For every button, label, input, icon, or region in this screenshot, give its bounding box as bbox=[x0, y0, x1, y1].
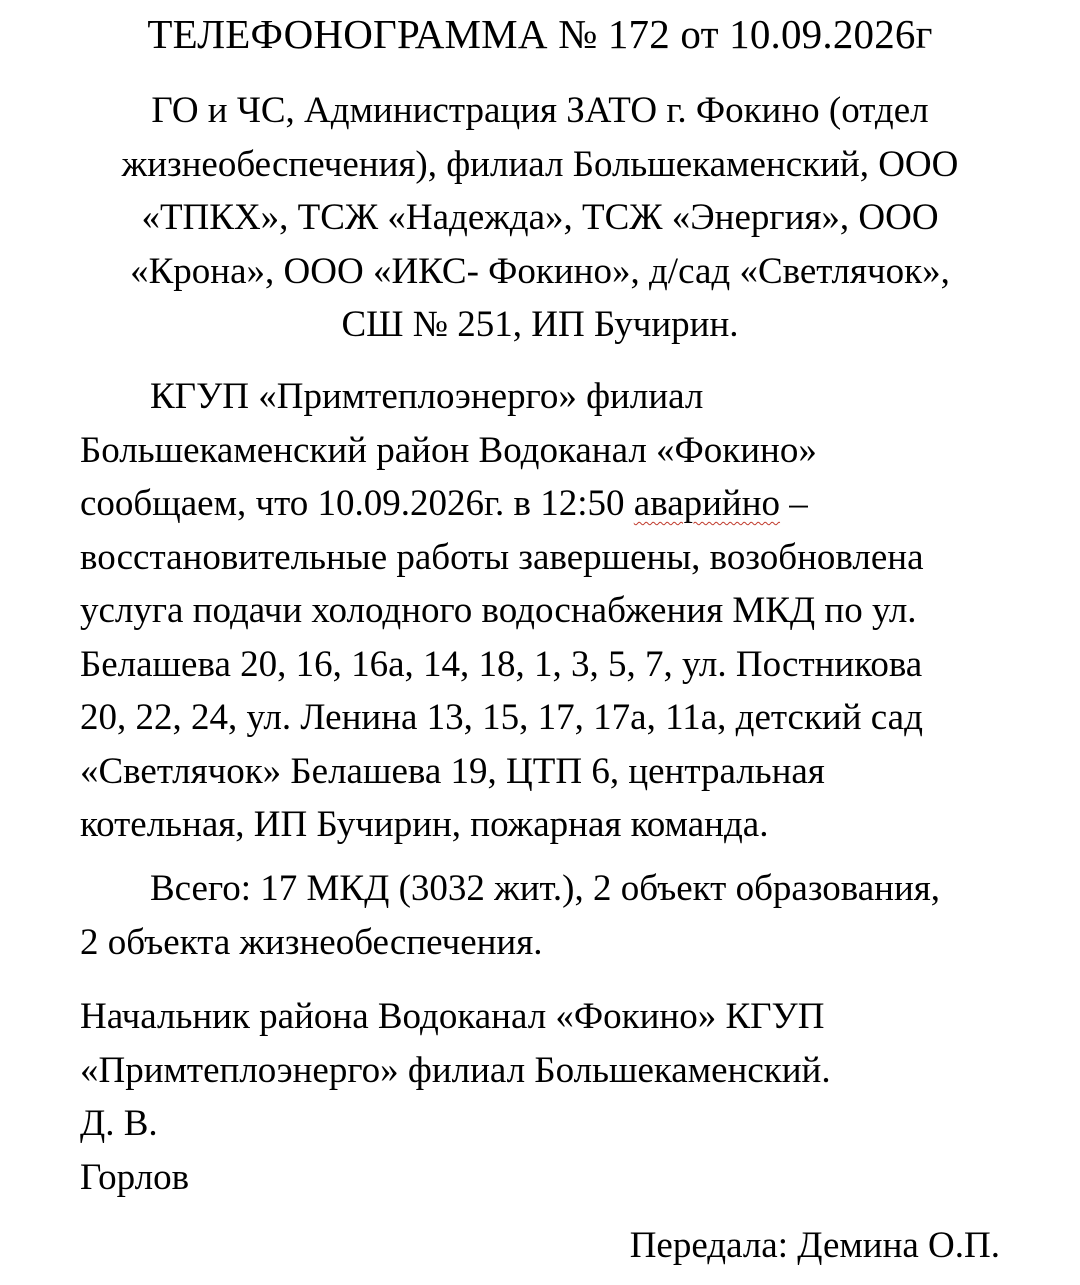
body-line: услуга подачи холодного водоснабжения МКД по ул. bbox=[80, 590, 917, 631]
body-line: КГУП «Примтеплоэнерго» филиал bbox=[150, 376, 704, 417]
body-line: восстановительные работы завершены, возобновлена bbox=[80, 536, 924, 578]
summary-line: Всего: 17 МКД (3032 жит.), 2 объект образования, bbox=[150, 868, 941, 909]
summary-block bbox=[80, 862, 1040, 969]
document-title: ТЕЛЕФОНОГРАММА № 172 от 10.09.2026г bbox=[147, 11, 933, 57]
body-text-fragment: – bbox=[780, 483, 808, 524]
body-line: Большекаменский район Водоканал «Фокино» bbox=[80, 429, 817, 471]
signature-line: «Примтеплоэнерго» филиал Большекаменский. bbox=[80, 1049, 831, 1091]
body-text-fragment: сообщаем, что 10.09.2026г. в 12:50 bbox=[80, 483, 634, 524]
signature-block bbox=[80, 990, 1040, 1204]
recipients-line: СШ № 251, ИП Бучирин. bbox=[341, 304, 739, 345]
body-line: «Светлячок» Белашева 19, ЦТП 6, центральная bbox=[80, 750, 825, 792]
body-line: 20, 22, 24, ул. Ленина 13, 15, 17, 17а, 11а, детский сад bbox=[80, 697, 923, 738]
body-line: Белашева 20, 16, 16а, 14, 18, 1, 3, 5, 7, ул. Постникова bbox=[80, 643, 923, 685]
recipients-line: жизнеобеспечения), филиал Большекаменский, ООО bbox=[121, 143, 959, 185]
recipients-line: «Крона», ООО «ИКС- Фокино», д/сад «Светлячок», bbox=[130, 250, 950, 292]
sender-line: Передала: Демина О.П. bbox=[629, 1225, 1000, 1266]
body-line bbox=[80, 477, 1040, 531]
recipients-line: ГО и ЧС, Администрация ЗАТО г. Фокино (отдел bbox=[151, 90, 929, 131]
recipients-line: «ТПКХ», ТСЖ «Надежда», ТСЖ «Энергия», ООО bbox=[141, 197, 939, 238]
message-body bbox=[80, 370, 1040, 852]
body-line: котельная, ИП Бучирин, пожарная команда. bbox=[80, 804, 769, 845]
signature-line: Начальник района Водоканал «Фокино» КГУП bbox=[80, 996, 825, 1037]
recipients-block bbox=[40, 84, 1040, 352]
signature-initials: Д. В. bbox=[80, 1103, 158, 1144]
signature-surname: Горлов bbox=[80, 1156, 190, 1198]
summary-line: 2 объекта жизнеобеспечения. bbox=[80, 921, 543, 963]
spellcheck-flagged-word[interactable]: аварийно bbox=[633, 483, 781, 524]
